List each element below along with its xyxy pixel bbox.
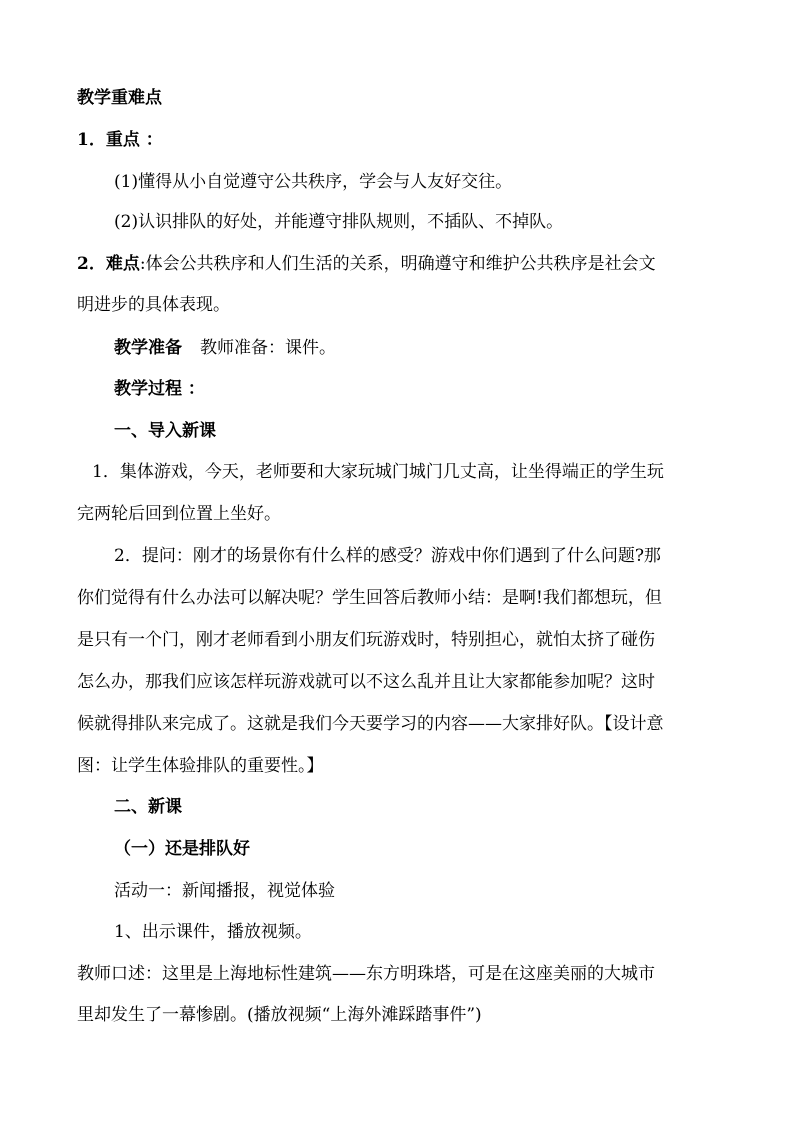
difficulty-paragraph (77, 253, 656, 275)
narration-line-2: 里却发生了一幕惨剧。(播放视频“上海外滩踩踏事件”) (77, 1005, 482, 1025)
difficulty-text-line-1: :体会公共秩序和人们生活的关系，明确遵守和维护公共秩序是社会文 (139, 254, 656, 274)
difficulty-number: 2． (77, 254, 106, 274)
step-2-line-2: 你们觉得有什么办法可以解决呢？学生回答后教师小结：是啊!我们都想玩，但 (77, 588, 662, 608)
step-2-line-6: 图：让学生体验排队的重要性。】 (77, 756, 324, 776)
section-1-heading: 一、导入新课 (114, 421, 216, 441)
key-points-number: 1． (77, 130, 106, 150)
key-points-heading (77, 129, 163, 151)
section-2-heading: 二、新课 (114, 797, 182, 817)
step-2-line-3: 是只有一个门，刚才老师看到小朋友们玩游戏时，特别担心，就怕太挤了碰伤 (77, 630, 655, 650)
difficulty-label: 难点 (105, 254, 140, 274)
preparation-text: 教师准备：课件。 (200, 338, 336, 358)
preparation-line (114, 337, 336, 359)
step-2-line-1: 2．提问：刚才的场景你有什么样的感受？游戏中你们遇到了什么问题?那 (114, 546, 661, 566)
preparation-label: 教学准备 (114, 338, 182, 358)
key-points-colon: ： (139, 130, 163, 150)
step-1-line-2: 完两轮后回到位置上坐好。 (77, 504, 281, 524)
difficulty-text-line-2: 明进步的具体表现。 (77, 295, 230, 315)
key-points-label: 重点 (105, 130, 140, 150)
key-point-item-2: (2)认识排队的好处，并能遵守排队规则，不插队、不掉队。 (114, 212, 564, 232)
step-1-line-1: 1．集体游戏，今天，老师要和大家玩城门城门几丈高，让坐得端正的学生玩 (92, 462, 664, 482)
section-heading-key-difficult: 教学重难点 (77, 88, 162, 108)
activity-1-title: 活动一：新闻播报，视觉体验 (114, 881, 335, 901)
step-2-line-5: 候就得排队来完成了。这就是我们今天要学习的内容——大家排好队。【设计意 (77, 714, 664, 734)
process-heading: 教学过程 ： (114, 379, 205, 399)
subsection-1-heading: （一）还是排队好 (114, 839, 250, 859)
activity-1-step-1: 1、出示课件，播放视频。 (114, 922, 312, 942)
step-2-line-4: 怎么办，那我们应该怎样玩游戏就可以不这么乱并且让大家都能参加呢？这时 (77, 672, 655, 692)
key-point-item-1: (1)懂得从小自觉遵守公共秩序，学会与人友好交往。 (114, 172, 513, 192)
narration-line-1: 教师口述：这里是上海地标性建筑——东方明珠塔，可是在这座美丽的大城市 (77, 964, 655, 984)
